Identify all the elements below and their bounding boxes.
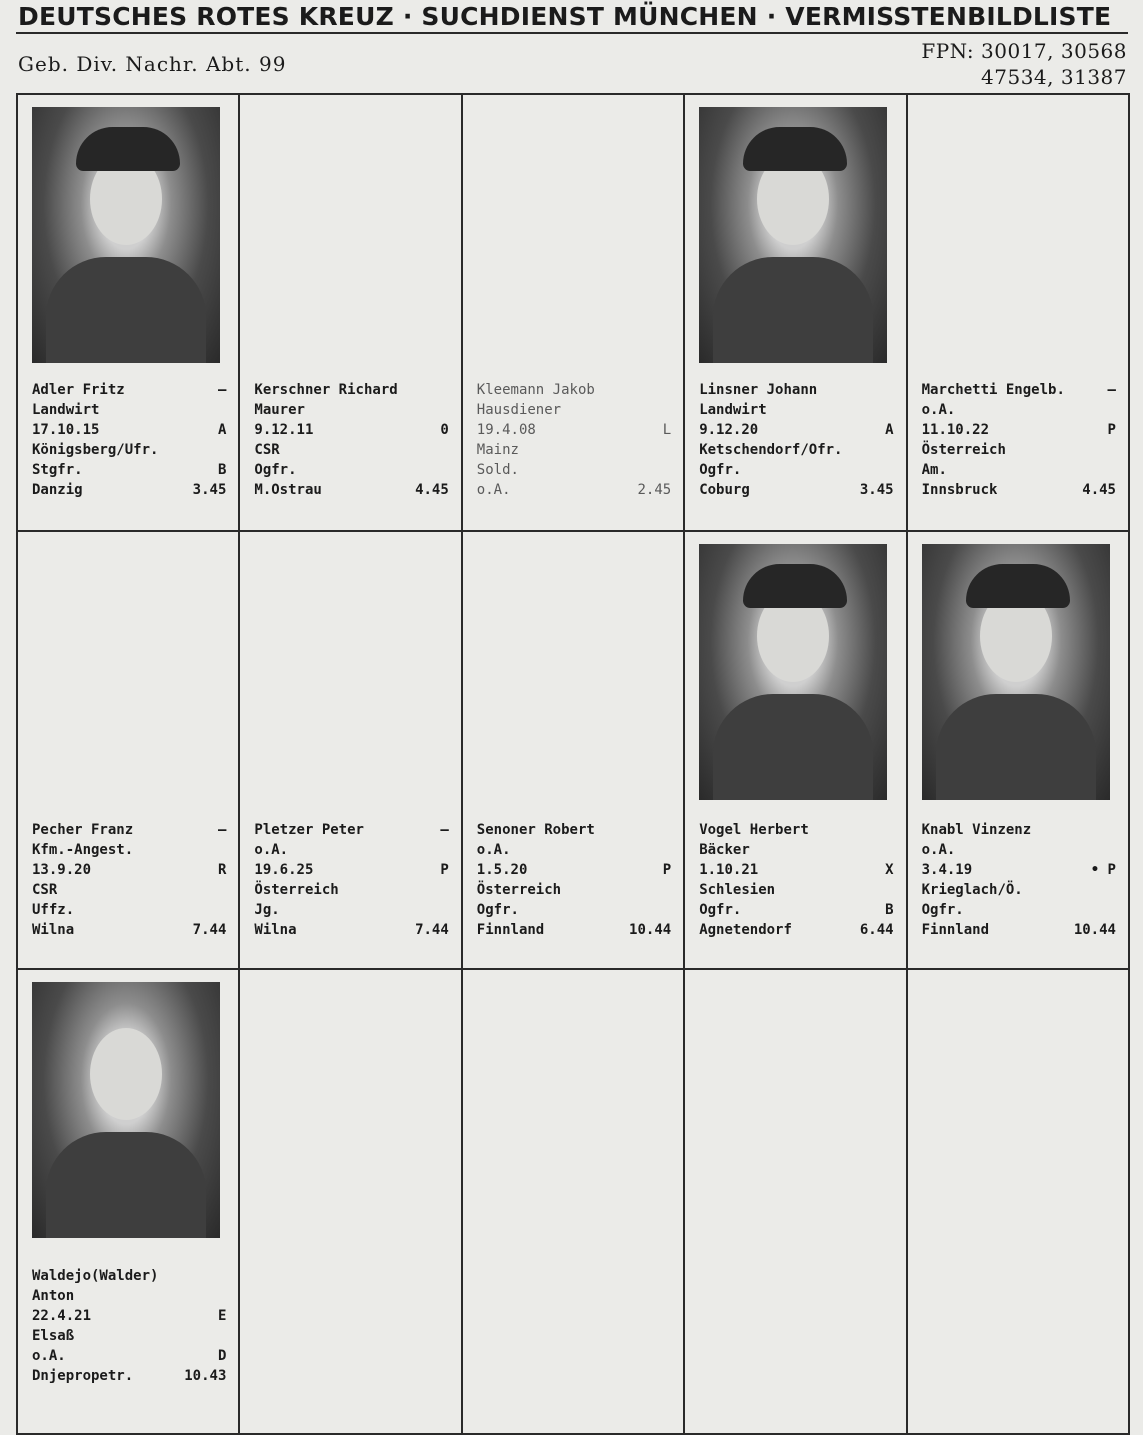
field-rank: Am.: [921, 462, 947, 478]
field-lastdate: 3.45: [192, 482, 227, 498]
field-rank: Ogfr.: [699, 902, 742, 918]
field-rank: Jg.: [254, 902, 280, 918]
missing-persons-grid: [16, 93, 1130, 1435]
field-lastplace: Coburg: [699, 482, 750, 498]
info-line-rank: [254, 460, 448, 480]
field-name: Marchetti Engelb.: [921, 382, 1065, 398]
info-line-occupation: [32, 840, 226, 860]
info-line-birthplace: [254, 440, 448, 460]
info-line-name: [922, 380, 1116, 400]
info-line-birthplace: [32, 1326, 226, 1346]
info-line-name: [32, 380, 226, 400]
person-card: [18, 532, 240, 970]
info-line-occupation: [699, 400, 893, 420]
info-line-rank: [699, 900, 893, 920]
info-line-lastplace: [922, 480, 1116, 500]
empty-card: [240, 970, 462, 1435]
field-birthplace: CSR: [32, 882, 58, 898]
info-line-occupation: [922, 840, 1116, 860]
field-birthplace: Königsberg/Ufr.: [32, 442, 159, 458]
info-line-lastplace: [32, 1366, 226, 1386]
empty-card: [463, 970, 685, 1435]
field-lastplace: Wilna: [32, 922, 75, 938]
field-lastdate: 10.44: [629, 922, 672, 938]
field-code1: X: [885, 862, 894, 878]
field-name: Knabl Vinzenz: [921, 822, 1032, 838]
field-birthplace: Österreich: [476, 882, 562, 898]
field-name_mark: –: [1107, 382, 1116, 398]
info-line-lastplace: [32, 480, 226, 500]
person-card: [463, 532, 685, 970]
field-birth: 3.4.19: [921, 862, 973, 878]
field-rank: Stgfr.: [32, 462, 83, 478]
info-line-occupation: [922, 400, 1116, 420]
person-info: [254, 820, 448, 940]
info-line-lastplace: [922, 920, 1116, 940]
field-name: Kleemann Jakob: [476, 382, 595, 398]
field-code1: R: [217, 862, 227, 878]
field-code1: A: [217, 422, 227, 438]
field-name: Pletzer Peter: [254, 822, 364, 838]
info-line-occupation: [32, 400, 226, 420]
info-line-lastplace: [699, 920, 893, 940]
field-code1: • P: [1090, 862, 1116, 878]
info-line-birth: [254, 420, 448, 440]
fpn-line-1: FPN: 30017, 30568: [921, 39, 1127, 63]
info-line-lastplace: [477, 920, 671, 940]
info-line-lastplace: [477, 480, 671, 500]
info-line-rank: [922, 460, 1116, 480]
field-birthplace: Elsaß: [32, 1328, 75, 1344]
person-card: [908, 95, 1130, 532]
info-line-birth: [254, 860, 448, 880]
portrait-photo: [32, 107, 220, 363]
field-code1: 0: [440, 422, 449, 438]
field-code1: A: [885, 422, 894, 438]
info-line-birth: [922, 860, 1116, 880]
field-occupation: Bäcker: [699, 842, 750, 858]
info-line-birth: [699, 860, 893, 880]
field-occupation: Landwirt: [32, 402, 100, 418]
info-line-birthplace: [699, 880, 893, 900]
info-line-birthplace: [32, 440, 226, 460]
person-info: [477, 820, 671, 940]
field-lastdate: 4.45: [1082, 482, 1116, 498]
person-info: [699, 820, 893, 940]
field-code1: P: [1107, 422, 1116, 438]
field-name: Pecher Franz: [32, 822, 134, 838]
info-line-rank: [477, 900, 671, 920]
info-line-rank: [32, 1346, 226, 1366]
info-line-name: [254, 820, 448, 840]
info-line-lastplace: [32, 920, 226, 940]
info-line-birthplace: [32, 880, 226, 900]
info-line-rank: [32, 900, 226, 920]
field-lastplace: Finnland: [476, 922, 545, 938]
info-line-birth: [477, 420, 671, 440]
field-lastplace: Finnland: [921, 922, 990, 938]
portrait-photo: [699, 107, 887, 363]
field-occupation: Anton: [32, 1288, 75, 1304]
person-info: [254, 380, 448, 500]
info-line-rank: [477, 460, 671, 480]
field-rank: Sold.: [476, 462, 519, 478]
field-name: Kerschner Richard: [254, 382, 398, 398]
info-line-birth: [699, 420, 893, 440]
info-line-birthplace: [922, 880, 1116, 900]
field-occupation: Landwirt: [699, 402, 767, 418]
info-line-name: [477, 380, 671, 400]
info-line-rank: [699, 460, 893, 480]
field-occupation: o.A.: [921, 402, 956, 418]
field-occupation: o.A.: [476, 842, 511, 858]
info-line-occupation: [254, 840, 448, 860]
field-code1: P: [440, 862, 449, 878]
field-name: Waldejo(Walder): [32, 1268, 159, 1284]
person-card: [240, 95, 462, 532]
field-lastdate: 7.44: [415, 922, 449, 938]
field-name: Linsner Johann: [699, 382, 818, 398]
info-line-birth: [922, 420, 1116, 440]
info-line-name: [699, 380, 893, 400]
info-line-name: [477, 820, 671, 840]
field-rank: o.A.: [32, 1348, 66, 1364]
field-birth: 19.4.08: [476, 422, 536, 438]
info-line-rank: [922, 900, 1116, 920]
field-lastdate: 4.45: [415, 482, 449, 498]
field-birth: 22.4.21: [32, 1308, 92, 1324]
field-rank: Ogfr.: [254, 462, 297, 478]
info-line-lastplace: [254, 920, 448, 940]
empty-card: [685, 970, 907, 1435]
person-info: [32, 820, 226, 940]
field-birthplace: CSR: [254, 442, 280, 458]
person-card: [685, 95, 907, 532]
info-line-name: [254, 380, 448, 400]
field-post-numbers: [921, 38, 1127, 90]
person-card: [18, 970, 240, 1435]
field-name_mark: –: [217, 822, 227, 838]
field-birthplace: Krieglach/Ö.: [921, 882, 1023, 898]
field-lastdate: 6.44: [859, 922, 894, 938]
person-info: [922, 820, 1116, 940]
portrait-photo: [32, 982, 220, 1238]
info-line-birth: [32, 860, 226, 880]
field-lastplace: Wilna: [254, 922, 297, 938]
field-lastdate: 10.44: [1073, 922, 1116, 938]
info-line-birthplace: [699, 440, 893, 460]
field-lastplace: o.A.: [476, 482, 511, 498]
info-line-lastplace: [699, 480, 893, 500]
info-line-name: [32, 1266, 226, 1286]
info-line-rank: [32, 460, 226, 480]
field-birthplace: Mainz: [476, 442, 519, 458]
info-line-rank: [254, 900, 448, 920]
person-card: [18, 95, 240, 532]
info-line-occupation: [254, 400, 448, 420]
field-lastplace: Danzig: [32, 482, 83, 498]
info-line-name: [922, 820, 1116, 840]
person-card: [685, 532, 907, 970]
field-rank: Ogfr.: [921, 902, 964, 918]
field-birth: 1.5.20: [476, 862, 528, 878]
info-line-birthplace: [477, 440, 671, 460]
field-birth: 1.10.21: [699, 862, 759, 878]
field-rank: Uffz.: [32, 902, 75, 918]
field-occupation: Kfm.-Angest.: [32, 842, 134, 858]
field-code2: B: [885, 902, 894, 918]
field-name: Vogel Herbert: [699, 822, 809, 838]
person-card: [908, 532, 1130, 970]
field-code1: L: [662, 422, 672, 438]
field-rank: Ogfr.: [699, 462, 742, 478]
field-birthplace: Österreich: [254, 882, 339, 898]
field-lastplace: Agnetendorf: [699, 922, 792, 938]
info-line-occupation: [699, 840, 893, 860]
field-birthplace: Österreich: [921, 442, 1006, 458]
field-birth: 11.10.22: [921, 422, 990, 438]
field-birthplace: Ketschendorf/Ofr.: [699, 442, 843, 458]
field-birth: 17.10.15: [32, 422, 100, 438]
title-rule: [16, 32, 1128, 34]
info-line-birth: [477, 860, 671, 880]
field-code1: P: [662, 862, 672, 878]
info-line-birthplace: [477, 880, 671, 900]
field-occupation: o.A.: [254, 842, 289, 858]
info-line-name: [699, 820, 893, 840]
field-code2: D: [217, 1348, 227, 1364]
field-birth: 19.6.25: [254, 862, 314, 878]
person-info: [477, 380, 671, 500]
field-birthplace: Schlesien: [699, 882, 776, 898]
portrait-photo: [922, 544, 1110, 800]
portrait-photo: [699, 544, 887, 800]
field-name_mark: –: [217, 382, 227, 398]
field-name: Adler Fritz: [32, 382, 125, 398]
field-birth: 13.9.20: [32, 862, 92, 878]
field-lastdate: 10.43: [184, 1368, 227, 1384]
person-info: [922, 380, 1116, 500]
info-line-birth: [32, 420, 226, 440]
document-title: DEUTSCHES ROTES KREUZ · SUCHDIENST MÜNCHEN · VERMISSTENBILDLISTE: [18, 2, 1112, 31]
field-lastplace: Innsbruck: [921, 482, 998, 498]
field-name: Senoner Robert: [476, 822, 595, 838]
field-lastplace: Dnjepropetr.: [32, 1368, 134, 1384]
field-name_mark: –: [440, 822, 449, 838]
field-occupation: Hausdiener: [476, 402, 562, 418]
info-line-birth: [32, 1306, 226, 1326]
field-lastplace: M.Ostrau: [254, 482, 322, 498]
field-lastdate: 3.45: [859, 482, 894, 498]
info-line-occupation: [477, 840, 671, 860]
person-card: [240, 532, 462, 970]
field-lastdate: 7.44: [192, 922, 227, 938]
empty-card: [908, 970, 1130, 1435]
field-occupation: o.A.: [921, 842, 956, 858]
field-birth: 9.12.20: [699, 422, 759, 438]
info-line-occupation: [32, 1286, 226, 1306]
info-line-birthplace: [922, 440, 1116, 460]
field-occupation: Maurer: [254, 402, 305, 418]
field-rank: Ogfr.: [476, 902, 519, 918]
info-line-occupation: [477, 400, 671, 420]
field-birth: 9.12.11: [254, 422, 314, 438]
fpn-line-2: 47534, 31387: [981, 65, 1127, 89]
info-line-lastplace: [254, 480, 448, 500]
person-info: [32, 1266, 226, 1386]
person-info: [32, 380, 226, 500]
info-line-name: [32, 820, 226, 840]
field-code2: B: [217, 462, 227, 478]
unit-designation: Geb. Div. Nachr. Abt. 99: [18, 52, 287, 76]
info-line-birthplace: [254, 880, 448, 900]
field-lastdate: 2.45: [637, 482, 672, 498]
person-card: [463, 95, 685, 532]
field-code1: E: [217, 1308, 227, 1324]
person-info: [699, 380, 893, 500]
